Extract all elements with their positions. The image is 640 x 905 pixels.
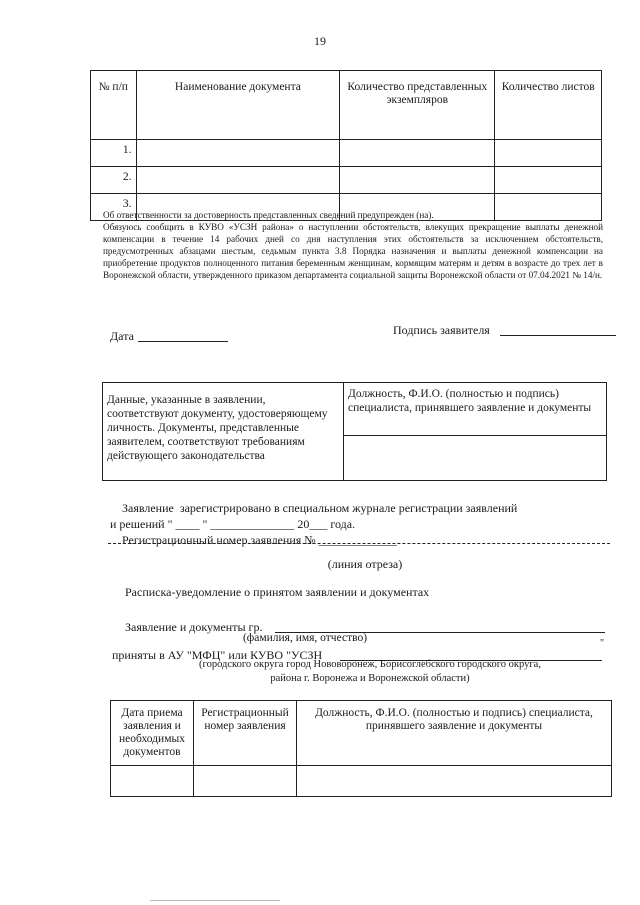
accepted-label: приняты в АУ "МФЦ" или КУВО "УСЗН: [112, 648, 323, 662]
registration-line-2: и решений " ____ " ______________ 20___ года.: [110, 517, 356, 531]
district-hint-line-1: (городского округа город Нововоронеж, Борисоглебского городского округа,: [199, 659, 541, 670]
receipt-specialist-header: Должность, Ф.И.О. (полностью и подпись) специалиста, принявшего заявление и документы: [297, 701, 612, 766]
closing-quote: ": [600, 638, 605, 649]
verification-statement: Данные, указанные в заявлении, соответствуют документу, удостоверяющему личность. Документы, представленные заявителем, соответствуют требованиям действующего законодательства: [103, 383, 344, 481]
receipt-table: [110, 700, 612, 797]
sheets-cell[interactable]: [495, 140, 602, 167]
sheets-cell[interactable]: [495, 167, 602, 194]
documents-table: [90, 70, 602, 221]
document-name-cell[interactable]: [136, 167, 340, 194]
table-row: [91, 140, 602, 167]
scan-artifact-line: [150, 900, 280, 901]
district-hint-line-2: района г. Воронежа и Воронежской области): [270, 673, 470, 684]
cut-line-label: (линия отреза): [327, 557, 403, 571]
row-number: 2.: [91, 167, 137, 194]
col-sheets-header: Количество листов: [495, 71, 602, 140]
date-field[interactable]: [138, 341, 228, 342]
applicant-label: Заявление и документы гр.: [125, 620, 263, 634]
col-name-header: Наименование документа: [136, 71, 340, 140]
responsibility-warning: Об ответственности за достоверность представленных сведений предупрежден (на).: [103, 210, 434, 220]
verification-table: [102, 382, 607, 481]
copies-cell[interactable]: [340, 140, 495, 167]
responsibility-notice: [103, 209, 603, 281]
registration-line-1: Заявление зарегистрировано в специальном журнале регистрации заявлений: [122, 501, 518, 515]
document-name-cell[interactable]: [136, 140, 340, 167]
col-number-header: № п/п: [91, 71, 137, 140]
row-number: 3.: [91, 194, 137, 221]
receipt-date-header: Дата приема заявления и необходимых документов: [111, 701, 194, 766]
receipt-title: Расписка-уведомление о принятом заявлении и документах: [125, 585, 430, 599]
district-hint: [180, 658, 560, 686]
specialist-signature-cell[interactable]: [344, 436, 607, 481]
registration-line-3: Регистрационный номер заявления № _____________.: [122, 533, 400, 547]
signature-label: Подпись заявителя: [393, 323, 490, 337]
date-label: Дата: [110, 329, 134, 343]
reporting-obligation: Обязуюсь сообщить в КУВО «УСЗН района» о наступлении обстоятельств, влекущих прекращение выплаты денежной компенсации в течение 14 рабочих дней со дня наступления этих обстоятельств за исключением обстоятельств, предусмотренных абзацами шестым, седьмым пункта 3.8 Порядка назначения и выплаты денежной компенсации на приобретение продуктов полноценного питания беременным женщинам, кормящим матерям и детям в возрасте до трех лет в Воронежской области, утвержденного приказом департамента социальной защиты Воронежской области от 07.04.2021 № 14/н.: [103, 222, 603, 280]
table-row: [111, 766, 612, 797]
cut-line: [108, 543, 610, 544]
receipt-regnum-header: Регистрационный номер заявления: [194, 701, 297, 766]
receipt-specialist-cell[interactable]: [297, 766, 612, 797]
fio-hint: (фамилия, имя, отчество): [242, 632, 368, 644]
receipt-regnum-cell[interactable]: [194, 766, 297, 797]
table-row: [91, 167, 602, 194]
specialist-header: Должность, Ф.И.О. (полностью и подпись) специалиста, принявшего заявление и документы: [344, 383, 607, 436]
page-number: 19: [314, 34, 326, 48]
col-copies-header: Количество представленных экземпляров: [340, 71, 495, 140]
signature-field[interactable]: [500, 335, 616, 336]
registration-block: [110, 500, 580, 548]
receipt-table-header: [111, 701, 612, 766]
receipt-date-cell[interactable]: [111, 766, 194, 797]
row-number: 1.: [91, 140, 137, 167]
documents-table-header: [91, 71, 602, 140]
copies-cell[interactable]: [340, 167, 495, 194]
